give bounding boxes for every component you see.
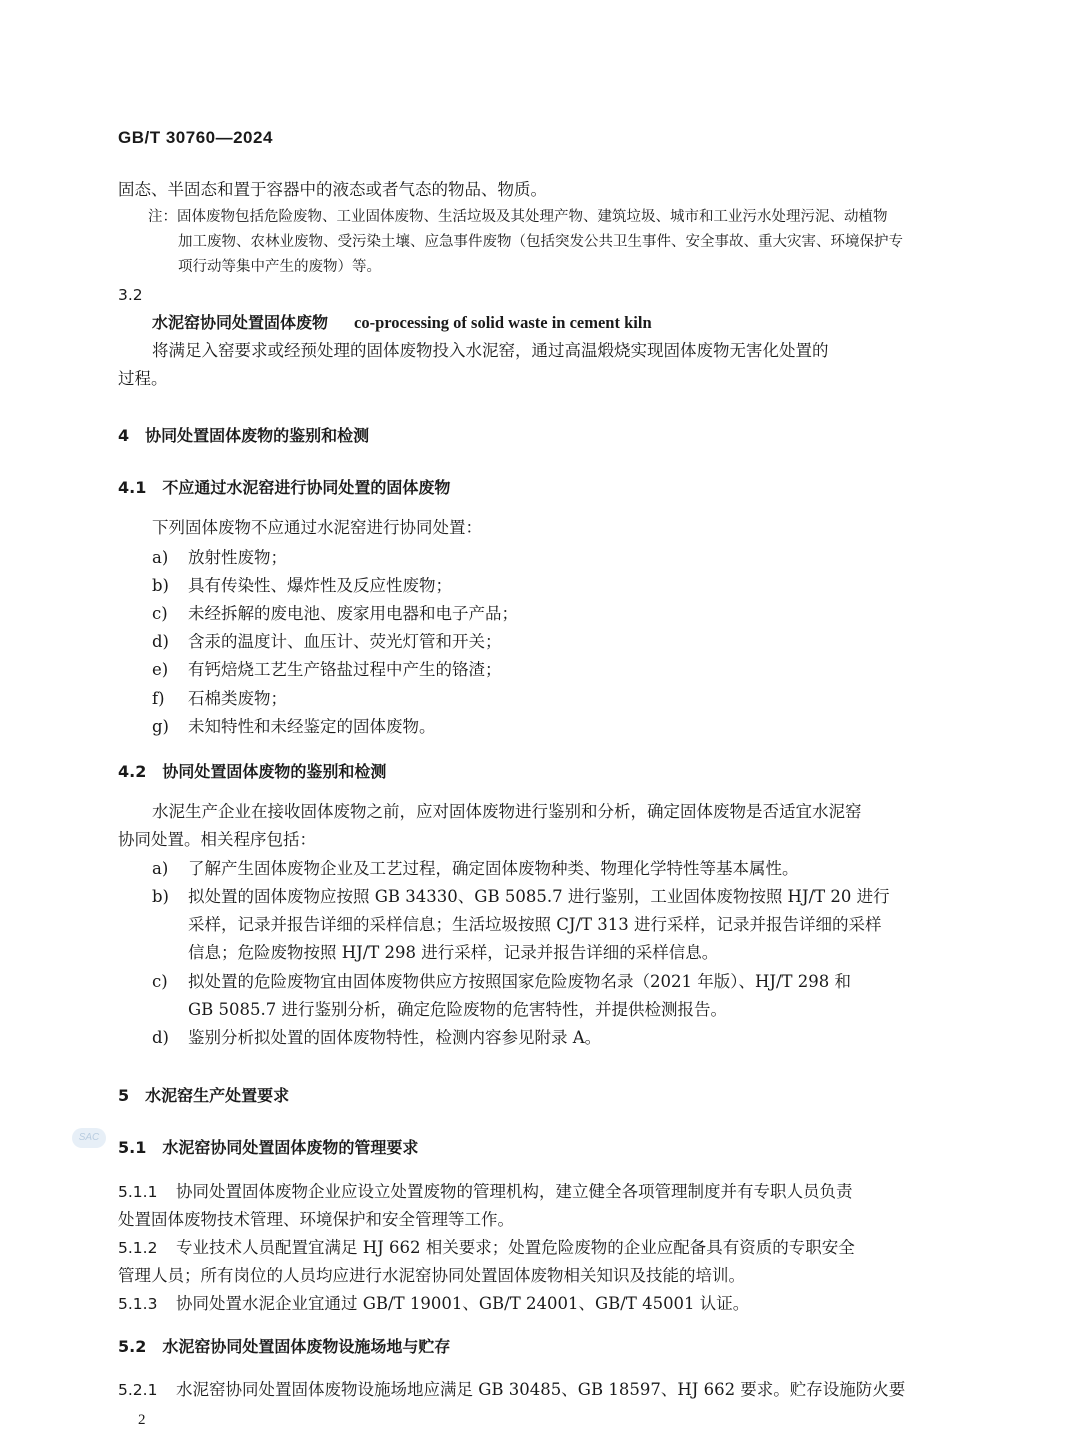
list-item-continuation: GB 5085.7 进行鉴别分析，确定危险废物的危害特性，并提供检测报告。 xyxy=(188,1000,728,1019)
document-id: GB/T 30760—2024 xyxy=(118,128,273,147)
note-line-1: 注：固体废物包括危险废物、工业固体废物、生活垃圾及其处理产物、建筑垃圾、城市和工业污水处理污泥、动植物 xyxy=(148,209,888,225)
list-item: c) 拟处置的危险废物宜由固体废物供应方按照国家危险废物名录（2021 年版）、HJ/T 298 和 xyxy=(152,972,852,991)
note-line-2: 加工废物、农林业废物、受污染土壤、应急事件废物（包括突发公共卫生事件、安全事故、重大灾害、环境保护专 xyxy=(178,234,903,250)
definition-line-1: 将满足入窑要求或经预处理的固体废物投入水泥窑，通过高温煅烧实现固体废物无害化处置的 xyxy=(152,341,829,360)
clause-5-1-3: 5.1.3 协同处置水泥企业宜通过 GB/T 19001、GB/T 24001、GB/T 45001 认证。 xyxy=(118,1294,750,1313)
list-item: b) 具有传染性、爆炸性及反应性废物； xyxy=(152,576,452,595)
list-item: d) 含汞的温度计、血压计、荧光灯管和开关； xyxy=(152,632,502,651)
clause-5-2-1: 5.2.1 水泥窑协同处置固体废物设施场地应满足 GB 30485、GB 18597、HJ 662 要求。贮存设施防火要 xyxy=(118,1380,906,1399)
clause-5-1-1-continuation: 处置固体废物技术管理、环境保护和安全管理等工作。 xyxy=(118,1210,514,1229)
section-5-heading: 5 水泥窑生产处置要求 xyxy=(118,1086,290,1105)
list-item: d) 鉴别分析拟处置的固体废物特性，检测内容参见附录 A。 xyxy=(152,1028,602,1047)
list-item: a) 放射性废物； xyxy=(152,548,287,567)
section-5-2-heading: 5.2 水泥窑协同处置固体废物设施场地与贮存 xyxy=(118,1337,451,1356)
clause-5-1-2-continuation: 管理人员；所有岗位的人员均应进行水泥窑协同处置固体废物相关知识及技能的培训。 xyxy=(118,1266,745,1285)
clause-5-1-1: 5.1.1 协同处置固体废物企业应设立处置废物的管理机构，建立健全各项管理制度并有专职人员负责 xyxy=(118,1182,853,1201)
section-4-1-heading: 4.1 不应通过水泥窑进行协同处置的固体废物 xyxy=(118,478,451,497)
list-item-continuation: 信息；危险废物按照 HJ/T 298 进行采样，记录并报告详细的采样信息。 xyxy=(188,943,719,962)
list-item: b) 拟处置的固体废物应按照 GB 34330、GB 5085.7 进行鉴别，工业固体废物按照 HJ/T 20 进行 xyxy=(152,887,890,906)
list-item: e) 有钙焙烧工艺生产铬盐过程中产生的铬渣； xyxy=(152,660,502,679)
section-4-1-lead: 下列固体废物不应通过水泥窑进行协同处置： xyxy=(152,518,482,537)
section-4-2-heading: 4.2 协同处置固体废物的鉴别和检测 xyxy=(118,762,387,781)
list-item: g) 未知特性和未经鉴定的固体废物。 xyxy=(152,717,436,736)
term-english: co-processing of solid waste in cement kiln xyxy=(354,313,652,332)
section-4-2-para-line-1: 水泥生产企业在接收固体废物之前，应对固体废物进行鉴别和分析，确定固体废物是否适宜水泥窑 xyxy=(152,802,862,821)
term-chinese: 水泥窑协同处置固体废物 xyxy=(152,313,329,332)
list-item: a) 了解产生固体废物企业及工艺过程，确定固体废物种类、物理化学特性等基本属性。 xyxy=(152,859,799,878)
clause-3-2-term xyxy=(152,313,652,333)
definition-line-2: 过程。 xyxy=(118,369,168,388)
page-number: 2 xyxy=(138,1412,146,1428)
list-item-continuation: 采样，记录并报告详细的采样信息；生活垃圾按照 CJ/T 313 进行采样，记录并报告详细的采样 xyxy=(188,915,882,934)
section-4-heading: 4 协同处置固体废物的鉴别和检测 xyxy=(118,426,370,445)
list-item: c) 未经拆解的废电池、废家用电器和电子产品； xyxy=(152,604,518,623)
clause-5-1-2: 5.1.2 专业技术人员配置宜满足 HJ 662 相关要求；处置危险废物的企业应配备具有资质的专职安全 xyxy=(118,1238,855,1257)
section-5-1-heading: 5.1 水泥窑协同处置固体废物的管理要求 xyxy=(118,1138,419,1157)
sac-watermark: SAC xyxy=(72,1128,106,1148)
note-line-3: 项行动等集中产生的废物）等。 xyxy=(178,259,381,275)
section-4-2-para-line-2: 协同处置。相关程序包括： xyxy=(118,830,316,849)
clause-3-2-number: 3.2 xyxy=(118,286,143,304)
intro-continuation: 固态、半固态和置于容器中的液态或者气态的物品、物质。 xyxy=(118,180,547,199)
list-item: f) 石棉类废物； xyxy=(152,689,287,708)
